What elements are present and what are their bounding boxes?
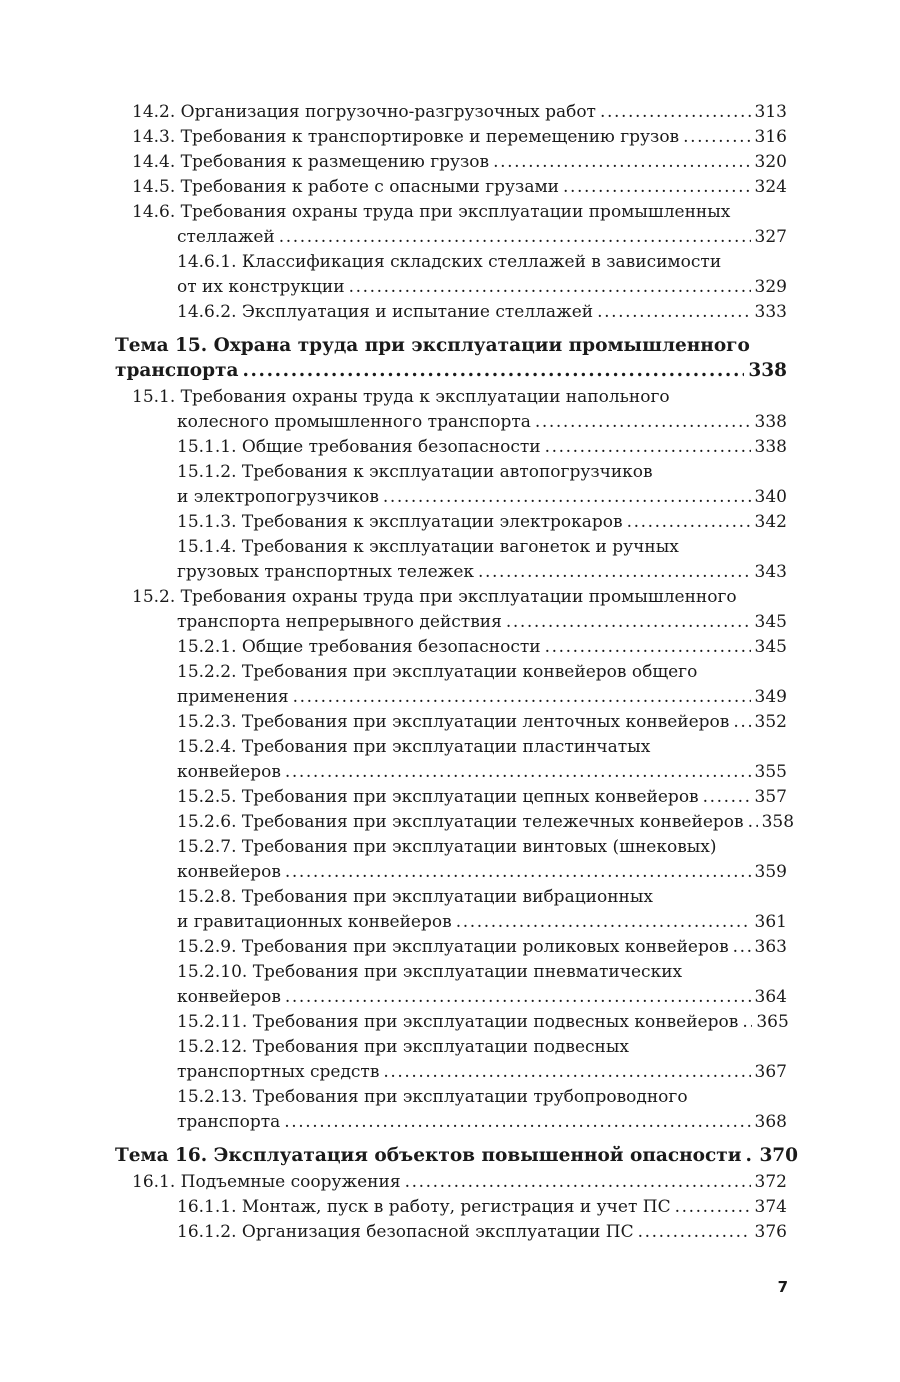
toc-page-number: 372 bbox=[754, 1172, 787, 1192]
toc-entry-title: транспорта непрерывного действия bbox=[177, 612, 502, 632]
toc-entry-title: 15.1.3. Требования к эксплуатации электрокаров bbox=[177, 512, 623, 532]
toc-entry-title: 15.2.6. Требования при эксплуатации тележечных конвейеров bbox=[177, 812, 744, 832]
toc-page-number: 370 bbox=[759, 1145, 799, 1166]
toc-entry[interactable] bbox=[115, 810, 795, 835]
toc-entry[interactable] bbox=[115, 735, 787, 785]
toc-entry[interactable] bbox=[115, 435, 787, 460]
dot-leader bbox=[405, 1170, 751, 1195]
toc-page-number: 374 bbox=[754, 1197, 787, 1217]
toc-entry-title: Тема 16. Эксплуатация объектов повышенной опасности bbox=[115, 1145, 742, 1166]
toc-entry-title: от их конструкции bbox=[177, 277, 345, 297]
toc-entry[interactable] bbox=[115, 460, 787, 510]
toc-page-number: 345 bbox=[754, 637, 787, 657]
dot-leader bbox=[703, 785, 751, 810]
toc-entry-title: конвейеров bbox=[177, 762, 281, 782]
toc-entry[interactable] bbox=[115, 385, 787, 435]
dot-leader bbox=[600, 100, 751, 125]
toc-entry[interactable] bbox=[115, 200, 787, 250]
toc-page-number: 345 bbox=[754, 612, 787, 632]
toc-page-number: 364 bbox=[754, 987, 787, 1007]
dot-leader bbox=[745, 1143, 755, 1168]
toc-page-number: 363 bbox=[754, 937, 787, 957]
toc-page-number: 365 bbox=[756, 1012, 789, 1032]
toc-entry-title: и гравитационных конвейеров bbox=[177, 912, 452, 932]
dot-leader bbox=[242, 358, 744, 383]
toc-page-number: 338 bbox=[748, 360, 787, 381]
toc-page-number: 349 bbox=[754, 687, 787, 707]
toc-entry-title: 14.4. Требования к размещению грузов bbox=[132, 152, 490, 172]
toc-entry[interactable] bbox=[115, 585, 787, 635]
dot-leader bbox=[627, 510, 751, 535]
toc-page-number: 368 bbox=[754, 1112, 787, 1132]
toc-page-number: 316 bbox=[754, 127, 787, 147]
toc-entry-title: 16.1.2. Организация безопасной эксплуатации ПС bbox=[177, 1222, 634, 1242]
toc-entry-title: 14.2. Организация погрузочно-разгрузочных работ bbox=[132, 102, 596, 122]
toc-page-number: 313 bbox=[754, 102, 787, 122]
toc-entry[interactable] bbox=[115, 1170, 787, 1195]
toc-entry-title: транспорта bbox=[177, 1112, 281, 1132]
toc-entry-title: 14.6.2. Эксплуатация и испытание стеллажей bbox=[177, 302, 594, 322]
toc-page-number: 367 bbox=[754, 1062, 787, 1082]
toc-entry-title: 15.2.1. Общие требования безопасности bbox=[177, 637, 541, 657]
toc-entry-line: 14.6.1. Классификация складских стеллажей в зависимости bbox=[177, 252, 722, 272]
dot-leader bbox=[545, 435, 751, 460]
toc-entry-title: 14.3. Требования к транспортировке и перемещению грузов bbox=[132, 127, 680, 147]
toc-entry[interactable] bbox=[115, 1085, 787, 1135]
toc-page-number: 324 bbox=[754, 177, 787, 197]
toc-page-number: 357 bbox=[754, 787, 787, 807]
dot-leader bbox=[545, 635, 751, 660]
toc-entry-line: 15.2.13. Требования при эксплуатации трубопроводного bbox=[177, 1087, 688, 1107]
dot-leader bbox=[293, 685, 751, 710]
toc-entry-title: транспорта bbox=[115, 360, 239, 381]
toc-entry-line: 15.2.2. Требования при эксплуатации конвейеров общего bbox=[177, 662, 698, 682]
dot-leader bbox=[535, 410, 751, 435]
dot-leader bbox=[506, 610, 751, 635]
toc-entry-line: Тема 15. Охрана труда при эксплуатации промышленного bbox=[115, 335, 750, 356]
toc-entry-title: грузовых транспортных тележек bbox=[177, 562, 475, 582]
dot-leader bbox=[285, 985, 751, 1010]
toc-entry-line: 15.1. Требования охраны труда к эксплуатации напольного bbox=[132, 387, 670, 407]
toc-entry[interactable] bbox=[115, 935, 787, 960]
toc-entry-title: транспортных средств bbox=[177, 1062, 380, 1082]
dot-leader bbox=[563, 175, 751, 200]
toc-entry-line: 15.2.4. Требования при эксплуатации пластинчатых bbox=[177, 737, 651, 757]
dot-leader bbox=[284, 1110, 750, 1135]
toc-page-number: 320 bbox=[754, 152, 787, 172]
toc-entry-line: 15.2.10. Требования при эксплуатации пневматических bbox=[177, 962, 683, 982]
toc-entry-title: 15.2.9. Требования при эксплуатации роликовых конвейеров bbox=[177, 937, 729, 957]
toc-entry-title: стеллажей bbox=[177, 227, 275, 247]
toc-entry-line: 15.2.7. Требования при эксплуатации винтовых (шнековых) bbox=[177, 837, 717, 857]
toc-entry[interactable] bbox=[115, 960, 787, 1010]
toc-page-number: 352 bbox=[754, 712, 787, 732]
toc-page-number: 329 bbox=[754, 277, 787, 297]
toc-entry-line: 14.6. Требования охраны труда при эксплуатации промышленных bbox=[132, 202, 731, 222]
table-of-contents bbox=[115, 100, 799, 1245]
toc-page-number: 376 bbox=[754, 1222, 787, 1242]
toc-page-number: 338 bbox=[754, 412, 787, 432]
toc-entry[interactable] bbox=[115, 710, 787, 735]
toc-entry[interactable] bbox=[115, 1220, 787, 1245]
toc-entry-line: 15.2.12. Требования при эксплуатации подвесных bbox=[177, 1037, 629, 1057]
dot-leader bbox=[285, 760, 751, 785]
toc-entry[interactable] bbox=[115, 510, 787, 535]
dot-leader bbox=[638, 1220, 751, 1245]
dot-leader bbox=[597, 300, 750, 325]
toc-entry-line: 15.2.8. Требования при эксплуатации вибрационных bbox=[177, 887, 653, 907]
toc-entry-title: 16.1.1. Монтаж, пуск в работу, регистрация и учет ПС bbox=[177, 1197, 671, 1217]
toc-page-number: 358 bbox=[761, 812, 795, 832]
toc-entry-line: 15.2. Требования охраны труда при эксплуатации промышленного bbox=[132, 587, 737, 607]
toc-entry-title: 16.1. Подъемные сооружения bbox=[132, 1172, 401, 1192]
dot-leader bbox=[675, 1195, 751, 1220]
dot-leader bbox=[456, 910, 751, 935]
dot-leader bbox=[742, 1010, 752, 1035]
toc-entry[interactable] bbox=[115, 150, 787, 175]
page-number: 7 bbox=[777, 1278, 788, 1296]
toc-page-number: 333 bbox=[754, 302, 787, 322]
toc-entry[interactable] bbox=[115, 125, 787, 150]
toc-entry-title: применения bbox=[177, 687, 289, 707]
toc-entry[interactable] bbox=[115, 1195, 787, 1220]
toc-page-number: 343 bbox=[754, 562, 787, 582]
toc-entry-title: конвейеров bbox=[177, 987, 281, 1007]
toc-page-number: 327 bbox=[754, 227, 787, 247]
toc-entry-title: 15.2.5. Требования при эксплуатации цепных конвейеров bbox=[177, 787, 699, 807]
toc-page-number: 355 bbox=[754, 762, 787, 782]
toc-entry[interactable] bbox=[115, 635, 787, 660]
toc-page-number: 338 bbox=[754, 437, 787, 457]
dot-leader bbox=[683, 125, 750, 150]
toc-page-number: 342 bbox=[754, 512, 787, 532]
toc-entry-title: конвейеров bbox=[177, 862, 281, 882]
toc-entry[interactable] bbox=[115, 175, 787, 200]
toc-page-number: 340 bbox=[754, 487, 787, 507]
toc-entry-title: колесного промышленного транспорта bbox=[177, 412, 531, 432]
toc-entry[interactable] bbox=[115, 660, 787, 710]
toc-entry[interactable] bbox=[115, 250, 787, 300]
toc-entry-line: 15.1.2. Требования к эксплуатации автопогрузчиков bbox=[177, 462, 653, 482]
dot-leader bbox=[349, 275, 751, 300]
toc-entry[interactable] bbox=[115, 885, 787, 935]
dot-leader bbox=[383, 485, 751, 510]
dot-leader bbox=[478, 560, 751, 585]
toc-entry-title: 15.1.1. Общие требования безопасности bbox=[177, 437, 541, 457]
toc-entry-line: 15.1.4. Требования к эксплуатации вагонеток и ручных bbox=[177, 537, 679, 557]
toc-entry[interactable] bbox=[115, 1035, 787, 1085]
dot-leader bbox=[493, 150, 750, 175]
toc-entry[interactable] bbox=[115, 100, 787, 125]
dot-leader bbox=[748, 810, 758, 835]
toc-entry[interactable] bbox=[115, 300, 787, 325]
dot-leader bbox=[733, 935, 751, 960]
dot-leader bbox=[285, 860, 751, 885]
dot-leader bbox=[279, 225, 751, 250]
toc-entry-title: 14.5. Требования к работе с опасными грузами bbox=[132, 177, 560, 197]
toc-entry-title: 15.2.3. Требования при эксплуатации ленточных конвейеров bbox=[177, 712, 730, 732]
toc-entry-title: и электропогрузчиков bbox=[177, 487, 379, 507]
toc-entry[interactable] bbox=[115, 785, 787, 810]
toc-entry-title: 15.2.11. Требования при эксплуатации подвесных конвейеров bbox=[177, 1012, 739, 1032]
dot-leader bbox=[383, 1060, 750, 1085]
toc-theme-entry[interactable] bbox=[115, 333, 787, 383]
dot-leader bbox=[733, 710, 750, 735]
toc-entry[interactable] bbox=[115, 835, 787, 885]
toc-entry[interactable] bbox=[115, 535, 787, 585]
toc-page-number: 359 bbox=[754, 862, 787, 882]
toc-entry[interactable] bbox=[115, 1010, 787, 1035]
toc-page-number: 361 bbox=[754, 912, 787, 932]
toc-theme-entry[interactable] bbox=[115, 1143, 799, 1168]
